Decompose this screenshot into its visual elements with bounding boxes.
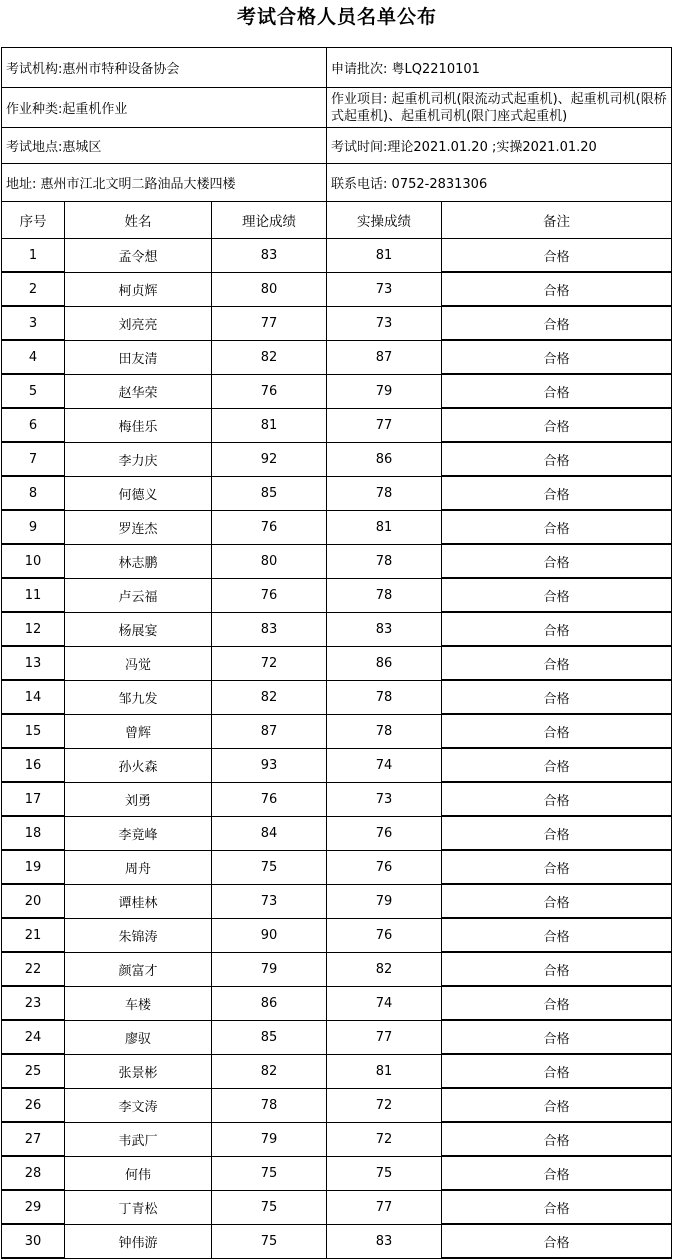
person-name: 罗连杰: [65, 510, 212, 544]
remark: 合格: [442, 1054, 672, 1088]
row-index: 20: [2, 884, 65, 918]
table-row: [2, 1088, 672, 1122]
remark: 合格: [442, 306, 672, 340]
theory-score: 81: [212, 408, 327, 442]
theory-score: 79: [212, 952, 327, 986]
person-name: 李文涛: [65, 1088, 212, 1122]
remark: 合格: [442, 510, 672, 544]
theory-score: 83: [212, 612, 327, 646]
row-index: 24: [2, 1020, 65, 1054]
practical-score: 78: [327, 578, 442, 612]
theory-score: 77: [212, 306, 327, 340]
practical-score: 79: [327, 884, 442, 918]
theory-score: 90: [212, 918, 327, 952]
exam-location: 考试地点:惠城区: [2, 128, 327, 164]
theory-score: 84: [212, 816, 327, 850]
theory-score: 82: [212, 340, 327, 374]
remark: 合格: [442, 374, 672, 408]
remark: 合格: [442, 1122, 672, 1156]
contact-phone: 联系电话: 0752-2831306: [327, 164, 672, 202]
row-index: 26: [2, 1088, 65, 1122]
practical-score: 81: [327, 1054, 442, 1088]
row-index: 11: [2, 578, 65, 612]
row-index: 4: [2, 340, 65, 374]
row-index: 16: [2, 748, 65, 782]
table-row: [2, 1190, 672, 1224]
theory-score: 85: [212, 476, 327, 510]
column-header-index: 序号: [2, 202, 65, 239]
theory-score: 82: [212, 680, 327, 714]
row-index: 23: [2, 986, 65, 1020]
person-name: 杨展宴: [65, 612, 212, 646]
person-name: 邹九发: [65, 680, 212, 714]
theory-score: 73: [212, 884, 327, 918]
practical-score: 73: [327, 306, 442, 340]
exam-time: 考试时间:理论2021.01.20 ;实操2021.01.20: [327, 128, 672, 164]
row-index: 3: [2, 306, 65, 340]
person-name: 冯觉: [65, 646, 212, 680]
person-name: 李竟峰: [65, 816, 212, 850]
table-row: [2, 612, 672, 646]
practical-score: 81: [327, 510, 442, 544]
person-name: 周舟: [65, 850, 212, 884]
remark: 合格: [442, 612, 672, 646]
remark: 合格: [442, 1020, 672, 1054]
column-header-remark: 备注: [442, 202, 672, 239]
person-name: 孙火森: [65, 748, 212, 782]
row-index: 17: [2, 782, 65, 816]
table-row: [2, 408, 672, 442]
person-name: 张景彬: [65, 1054, 212, 1088]
table-row: [2, 1156, 672, 1190]
remark: 合格: [442, 272, 672, 306]
table-row: [2, 239, 672, 273]
practical-score: 72: [327, 1088, 442, 1122]
remark: 合格: [442, 680, 672, 714]
table-row: [2, 714, 672, 748]
person-name: 柯贞辉: [65, 272, 212, 306]
person-name: 梅佳乐: [65, 408, 212, 442]
row-index: 25: [2, 1054, 65, 1088]
theory-score: 76: [212, 510, 327, 544]
page-title: 考试合格人员名单公布: [236, 6, 437, 28]
person-name: 李力庆: [65, 442, 212, 476]
person-name: 颜富才: [65, 952, 212, 986]
row-index: 18: [2, 816, 65, 850]
remark: 合格: [442, 748, 672, 782]
practical-score: 79: [327, 374, 442, 408]
person-name: 钟伟游: [65, 1224, 212, 1258]
table-row: [2, 340, 672, 374]
theory-score: 75: [212, 1224, 327, 1258]
row-index: 9: [2, 510, 65, 544]
theory-score: 79: [212, 1122, 327, 1156]
remark: 合格: [442, 408, 672, 442]
practical-score: 73: [327, 272, 442, 306]
row-index: 27: [2, 1122, 65, 1156]
person-name: 丁青松: [65, 1190, 212, 1224]
person-name: 曾辉: [65, 714, 212, 748]
table-row: [2, 1020, 672, 1054]
practical-score: 74: [327, 748, 442, 782]
remark: 合格: [442, 1156, 672, 1190]
practical-score: 73: [327, 782, 442, 816]
row-index: 14: [2, 680, 65, 714]
row-index: 8: [2, 476, 65, 510]
column-header-theory-score: 理论成绩: [212, 202, 327, 239]
table-row: [2, 272, 672, 306]
row-index: 19: [2, 850, 65, 884]
work-type: 作业种类:起重机作业: [2, 88, 327, 128]
remark: 合格: [442, 816, 672, 850]
practical-score: 87: [327, 340, 442, 374]
theory-score: 78: [212, 1088, 327, 1122]
row-index: 2: [2, 272, 65, 306]
practical-score: 78: [327, 714, 442, 748]
table-row: [2, 986, 672, 1020]
remark: 合格: [442, 476, 672, 510]
practical-score: 78: [327, 680, 442, 714]
practical-score: 76: [327, 816, 442, 850]
person-name: 刘亮亮: [65, 306, 212, 340]
person-name: 刘勇: [65, 782, 212, 816]
theory-score: 80: [212, 544, 327, 578]
remark: 合格: [442, 442, 672, 476]
table-row: [2, 442, 672, 476]
table-row: [2, 646, 672, 680]
practical-score: 82: [327, 952, 442, 986]
theory-score: 76: [212, 374, 327, 408]
table-row: [2, 680, 672, 714]
approval-no: 申请批次: 粤LQ2210101: [327, 48, 672, 88]
remark: 合格: [442, 578, 672, 612]
table-row: [2, 748, 672, 782]
table-row: [2, 1122, 672, 1156]
practical-score: 86: [327, 646, 442, 680]
theory-score: 82: [212, 1054, 327, 1088]
person-name: 朱锦涛: [65, 918, 212, 952]
theory-score: 75: [212, 1156, 327, 1190]
practical-score: 77: [327, 1020, 442, 1054]
remark: 合格: [442, 239, 672, 273]
row-index: 22: [2, 952, 65, 986]
table-row: [2, 1054, 672, 1088]
remark: 合格: [442, 1088, 672, 1122]
theory-score: 76: [212, 782, 327, 816]
table-row: [2, 544, 672, 578]
person-name: 何德义: [65, 476, 212, 510]
remark: 合格: [442, 340, 672, 374]
practical-score: 76: [327, 850, 442, 884]
row-index: 1: [2, 239, 65, 273]
table-row: [2, 374, 672, 408]
practical-score: 78: [327, 476, 442, 510]
row-index: 13: [2, 646, 65, 680]
row-index: 28: [2, 1156, 65, 1190]
table-row: [2, 952, 672, 986]
practical-score: 86: [327, 442, 442, 476]
column-header-practical-score: 实操成绩: [327, 202, 442, 239]
table-row: [2, 782, 672, 816]
practical-score: 72: [327, 1122, 442, 1156]
remark: 合格: [442, 1190, 672, 1224]
practical-score: 83: [327, 1224, 442, 1258]
row-index: 7: [2, 442, 65, 476]
person-name: 韦武厂: [65, 1122, 212, 1156]
row-index: 6: [2, 408, 65, 442]
theory-score: 93: [212, 748, 327, 782]
practical-score: 76: [327, 918, 442, 952]
theory-score: 76: [212, 578, 327, 612]
theory-score: 75: [212, 1190, 327, 1224]
person-name: 林志鹏: [65, 544, 212, 578]
theory-score: 92: [212, 442, 327, 476]
person-name: 廖驭: [65, 1020, 212, 1054]
theory-score: 85: [212, 1020, 327, 1054]
practical-score: 74: [327, 986, 442, 1020]
row-index: 10: [2, 544, 65, 578]
table-row: [2, 816, 672, 850]
remark: 合格: [442, 884, 672, 918]
remark: 合格: [442, 850, 672, 884]
column-header-name: 姓名: [65, 202, 212, 239]
results-table: [1, 47, 672, 1259]
practical-score: 78: [327, 544, 442, 578]
remark: 合格: [442, 646, 672, 680]
person-name: 田友清: [65, 340, 212, 374]
remark: 合格: [442, 714, 672, 748]
row-index: 12: [2, 612, 65, 646]
person-name: 车楼: [65, 986, 212, 1020]
remark: 合格: [442, 918, 672, 952]
remark: 合格: [442, 544, 672, 578]
person-name: 谭桂林: [65, 884, 212, 918]
work-items: 作业项目: 起重机司机(限流动式起重机)、起重机司机(限桥式起重机)、起重机司机(限门座式起重机): [327, 88, 672, 128]
theory-score: 87: [212, 714, 327, 748]
table-row: [2, 850, 672, 884]
remark: 合格: [442, 986, 672, 1020]
row-index: 5: [2, 374, 65, 408]
row-index: 29: [2, 1190, 65, 1224]
person-name: 卢云福: [65, 578, 212, 612]
practical-score: 77: [327, 1190, 442, 1224]
practical-score: 75: [327, 1156, 442, 1190]
person-name: 孟令想: [65, 239, 212, 273]
practical-score: 83: [327, 612, 442, 646]
theory-score: 83: [212, 239, 327, 273]
remark: 合格: [442, 1224, 672, 1258]
practical-score: 81: [327, 239, 442, 273]
table-row: [2, 476, 672, 510]
table-row: [2, 1224, 672, 1258]
row-index: 21: [2, 918, 65, 952]
theory-score: 75: [212, 850, 327, 884]
row-index: 15: [2, 714, 65, 748]
exam-org: 考试机构:惠州市特种设备协会: [2, 48, 327, 88]
remark: 合格: [442, 952, 672, 986]
row-index: 30: [2, 1224, 65, 1258]
theory-score: 72: [212, 646, 327, 680]
table-row: [2, 578, 672, 612]
person-name: 赵华荣: [65, 374, 212, 408]
table-row: [2, 884, 672, 918]
person-name: 何伟: [65, 1156, 212, 1190]
address: 地址: 惠州市江北文明二路油品大楼四楼: [2, 164, 327, 202]
table-row: [2, 510, 672, 544]
table-row: [2, 306, 672, 340]
remark: 合格: [442, 782, 672, 816]
table-row: [2, 918, 672, 952]
theory-score: 86: [212, 986, 327, 1020]
theory-score: 80: [212, 272, 327, 306]
practical-score: 77: [327, 408, 442, 442]
